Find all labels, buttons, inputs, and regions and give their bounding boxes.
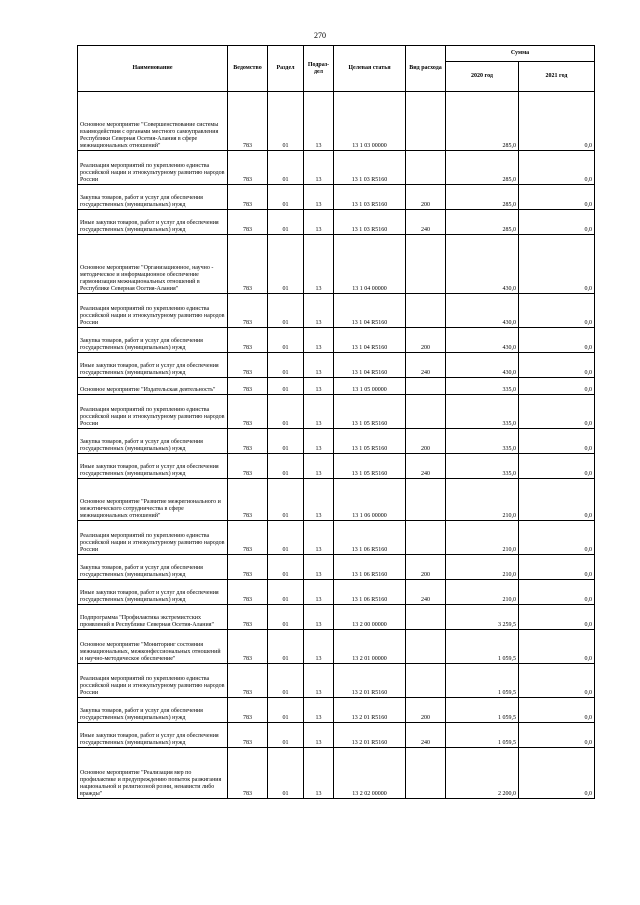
row-amount-2021-cell: 0,0 xyxy=(519,328,595,353)
header-year-2020: 2020 год xyxy=(446,62,519,92)
row-expense-type-cell xyxy=(406,664,446,698)
row-amount-2021-cell: 0,0 xyxy=(519,555,595,580)
row-target-cell: 13 1 05 00000 xyxy=(334,378,406,395)
row-subsection-cell: 13 xyxy=(304,748,334,799)
row-section-cell: 01 xyxy=(268,664,304,698)
row-amount-2020-cell: 430,0 xyxy=(446,235,519,294)
row-dept-cell: 783 xyxy=(228,723,268,748)
header-year-2021: 2021 год xyxy=(519,62,595,92)
row-subsection-cell: 13 xyxy=(304,555,334,580)
table-row xyxy=(78,151,595,185)
row-section-cell: 01 xyxy=(268,378,304,395)
row-expense-type-cell xyxy=(406,521,446,555)
table-row xyxy=(78,630,595,664)
row-amount-2020-cell: 335,0 xyxy=(446,395,519,429)
row-subsection-cell: 13 xyxy=(304,353,334,378)
row-name-cell: Основное мероприятие "Реализация мер по профилактике и предупреждению попыток разжигания национальной и религиозной розни, ненависти либо вражды" xyxy=(78,748,228,799)
row-dept-cell: 783 xyxy=(228,605,268,630)
row-expense-type-cell xyxy=(406,151,446,185)
row-amount-2020-cell: 3 259,5 xyxy=(446,605,519,630)
table-row xyxy=(78,723,595,748)
row-amount-2020-cell: 1 059,5 xyxy=(446,664,519,698)
row-expense-type-cell xyxy=(406,92,446,151)
row-amount-2020-cell: 2 200,0 xyxy=(446,748,519,799)
row-amount-2021-cell: 0,0 xyxy=(519,454,595,479)
row-expense-type-cell xyxy=(406,294,446,328)
row-amount-2021-cell: 0,0 xyxy=(519,664,595,698)
table-row xyxy=(78,92,595,151)
row-subsection-cell: 13 xyxy=(304,92,334,151)
row-subsection-cell: 13 xyxy=(304,185,334,210)
row-section-cell: 01 xyxy=(268,92,304,151)
row-amount-2020-cell: 285,0 xyxy=(446,185,519,210)
row-name-cell: Реализация мероприятий по укреплению единства российской нации и этнокультурному развитию народов России xyxy=(78,395,228,429)
table-row xyxy=(78,294,595,328)
row-subsection-cell: 13 xyxy=(304,723,334,748)
row-target-cell: 13 1 06 R5160 xyxy=(334,580,406,605)
row-amount-2021-cell: 0,0 xyxy=(519,723,595,748)
row-expense-type-cell: 240 xyxy=(406,723,446,748)
row-expense-type-cell xyxy=(406,395,446,429)
row-amount-2020-cell: 1 059,5 xyxy=(446,630,519,664)
row-amount-2021-cell: 0,0 xyxy=(519,580,595,605)
row-section-cell: 01 xyxy=(268,630,304,664)
row-amount-2020-cell: 430,0 xyxy=(446,328,519,353)
row-dept-cell: 783 xyxy=(228,479,268,521)
row-section-cell: 01 xyxy=(268,151,304,185)
row-amount-2020-cell: 430,0 xyxy=(446,294,519,328)
row-subsection-cell: 13 xyxy=(304,235,334,294)
row-subsection-cell: 13 xyxy=(304,664,334,698)
row-dept-cell: 783 xyxy=(228,328,268,353)
row-section-cell: 01 xyxy=(268,429,304,454)
table-row xyxy=(78,235,595,294)
row-dept-cell: 783 xyxy=(228,353,268,378)
row-subsection-cell: 13 xyxy=(304,580,334,605)
row-name-cell: Основное мероприятие "Совершенствование системы взаимодействия с органами местного самоуправления Республики Северная Осетия-Алания в сфере межнациональных отношений" xyxy=(78,92,228,151)
row-section-cell: 01 xyxy=(268,748,304,799)
row-amount-2020-cell: 335,0 xyxy=(446,378,519,395)
row-section-cell: 01 xyxy=(268,210,304,235)
row-subsection-cell: 13 xyxy=(304,395,334,429)
row-amount-2020-cell: 210,0 xyxy=(446,555,519,580)
row-amount-2021-cell: 0,0 xyxy=(519,605,595,630)
row-expense-type-cell xyxy=(406,378,446,395)
row-expense-type-cell xyxy=(406,479,446,521)
row-target-cell: 13 1 06 00000 xyxy=(334,479,406,521)
row-amount-2021-cell: 0,0 xyxy=(519,378,595,395)
row-target-cell: 13 2 01 00000 xyxy=(334,630,406,664)
table-row xyxy=(78,328,595,353)
table-row xyxy=(78,521,595,555)
row-amount-2020-cell: 210,0 xyxy=(446,580,519,605)
table-row xyxy=(78,698,595,723)
header-target: Целевая статья xyxy=(334,46,406,92)
row-target-cell: 13 1 05 R5160 xyxy=(334,429,406,454)
row-section-cell: 01 xyxy=(268,235,304,294)
row-amount-2021-cell: 0,0 xyxy=(519,748,595,799)
row-name-cell: Закупка товаров, работ и услуг для обеспечения государственных (муниципальных) нужд xyxy=(78,328,228,353)
row-subsection-cell: 13 xyxy=(304,294,334,328)
row-expense-type-cell: 200 xyxy=(406,328,446,353)
row-dept-cell: 783 xyxy=(228,664,268,698)
row-amount-2021-cell: 0,0 xyxy=(519,92,595,151)
row-section-cell: 01 xyxy=(268,328,304,353)
header-subsection: Подраз-дел xyxy=(304,46,334,92)
table-row xyxy=(78,479,595,521)
row-name-cell: Реализация мероприятий по укреплению единства российской нации и этнокультурному развитию народов России xyxy=(78,521,228,555)
row-target-cell: 13 1 04 R5160 xyxy=(334,328,406,353)
header-name: Наименование xyxy=(78,46,228,92)
header-dept: Ведомство xyxy=(228,46,268,92)
header-expense-type: Вид расхода xyxy=(406,46,446,92)
row-name-cell: Основное мероприятие "Организационное, научно - методическое и информационное обеспечение гармонизации межнациональных отношений в Республике Северная Осетия-Алания" xyxy=(78,235,228,294)
row-target-cell: 13 1 06 R5160 xyxy=(334,555,406,580)
row-amount-2021-cell: 0,0 xyxy=(519,235,595,294)
row-section-cell: 01 xyxy=(268,185,304,210)
table-row xyxy=(78,580,595,605)
row-dept-cell: 783 xyxy=(228,395,268,429)
table-row xyxy=(78,748,595,799)
row-subsection-cell: 13 xyxy=(304,454,334,479)
row-name-cell: Иные закупки товаров, работ и услуг для обеспечения государственных (муниципальных) нужд xyxy=(78,454,228,479)
row-amount-2021-cell: 0,0 xyxy=(519,479,595,521)
row-amount-2020-cell: 285,0 xyxy=(446,151,519,185)
table-row xyxy=(78,185,595,210)
row-target-cell: 13 1 04 R5160 xyxy=(334,353,406,378)
row-expense-type-cell: 200 xyxy=(406,185,446,210)
row-dept-cell: 783 xyxy=(228,748,268,799)
table-row xyxy=(78,353,595,378)
row-subsection-cell: 13 xyxy=(304,605,334,630)
table-row xyxy=(78,664,595,698)
row-dept-cell: 783 xyxy=(228,185,268,210)
row-subsection-cell: 13 xyxy=(304,429,334,454)
row-section-cell: 01 xyxy=(268,479,304,521)
row-name-cell: Иные закупки товаров, работ и услуг для обеспечения государственных (муниципальных) нужд xyxy=(78,580,228,605)
row-expense-type-cell: 240 xyxy=(406,580,446,605)
row-subsection-cell: 13 xyxy=(304,210,334,235)
row-name-cell: Основное мероприятие "Мониторинг состояния межнациональных, межконфессиональных отношений и научно-методическое обеспечение" xyxy=(78,630,228,664)
row-name-cell: Закупка товаров, работ и услуг для обеспечения государственных (муниципальных) нужд xyxy=(78,429,228,454)
row-amount-2020-cell: 285,0 xyxy=(446,92,519,151)
row-amount-2020-cell: 430,0 xyxy=(446,353,519,378)
row-name-cell: Закупка товаров, работ и услуг для обеспечения государственных (муниципальных) нужд xyxy=(78,185,228,210)
row-name-cell: Закупка товаров, работ и услуг для обеспечения государственных (муниципальных) нужд xyxy=(78,555,228,580)
row-subsection-cell: 13 xyxy=(304,521,334,555)
row-amount-2021-cell: 0,0 xyxy=(519,185,595,210)
row-expense-type-cell: 240 xyxy=(406,454,446,479)
row-target-cell: 13 1 04 R5160 xyxy=(334,294,406,328)
row-amount-2020-cell: 335,0 xyxy=(446,454,519,479)
row-expense-type-cell: 200 xyxy=(406,555,446,580)
row-amount-2020-cell: 210,0 xyxy=(446,479,519,521)
row-target-cell: 13 2 01 R5160 xyxy=(334,698,406,723)
row-section-cell: 01 xyxy=(268,723,304,748)
row-target-cell: 13 2 01 R5160 xyxy=(334,664,406,698)
row-expense-type-cell: 200 xyxy=(406,698,446,723)
row-name-cell: Основное мероприятие "Издательская деятельность" xyxy=(78,378,228,395)
row-name-cell: Закупка товаров, работ и услуг для обеспечения государственных (муниципальных) нужд xyxy=(78,698,228,723)
row-subsection-cell: 13 xyxy=(304,698,334,723)
header-amount: Сумма xyxy=(446,46,595,62)
row-amount-2020-cell: 285,0 xyxy=(446,210,519,235)
row-name-cell: Иные закупки товаров, работ и услуг для обеспечения государственных (муниципальных) нужд xyxy=(78,210,228,235)
row-name-cell: Подпрограмма "Профилактика экстремистских проявлений в Республике Северная Осетия-Алания" xyxy=(78,605,228,630)
table-row xyxy=(78,378,595,395)
row-section-cell: 01 xyxy=(268,555,304,580)
row-subsection-cell: 13 xyxy=(304,328,334,353)
row-subsection-cell: 13 xyxy=(304,378,334,395)
row-dept-cell: 783 xyxy=(228,521,268,555)
row-target-cell: 13 1 05 R5160 xyxy=(334,454,406,479)
row-amount-2021-cell: 0,0 xyxy=(519,210,595,235)
row-target-cell: 13 1 05 R5160 xyxy=(334,395,406,429)
table-row xyxy=(78,605,595,630)
row-amount-2020-cell: 1 059,5 xyxy=(446,723,519,748)
row-expense-type-cell: 240 xyxy=(406,353,446,378)
row-section-cell: 01 xyxy=(268,521,304,555)
row-amount-2021-cell: 0,0 xyxy=(519,294,595,328)
row-target-cell: 13 2 01 R5160 xyxy=(334,723,406,748)
row-expense-type-cell xyxy=(406,235,446,294)
row-target-cell: 13 1 06 R5160 xyxy=(334,521,406,555)
row-amount-2021-cell: 0,0 xyxy=(519,630,595,664)
row-amount-2021-cell: 0,0 xyxy=(519,395,595,429)
row-dept-cell: 783 xyxy=(228,378,268,395)
row-name-cell: Иные закупки товаров, работ и услуг для обеспечения государственных (муниципальных) нужд xyxy=(78,723,228,748)
row-amount-2021-cell: 0,0 xyxy=(519,151,595,185)
table-row xyxy=(78,210,595,235)
row-expense-type-cell xyxy=(406,605,446,630)
row-dept-cell: 783 xyxy=(228,555,268,580)
row-target-cell: 13 1 03 R5160 xyxy=(334,151,406,185)
row-section-cell: 01 xyxy=(268,395,304,429)
row-target-cell: 13 2 02 00000 xyxy=(334,748,406,799)
budget-table xyxy=(77,45,595,799)
table-row xyxy=(78,454,595,479)
row-amount-2021-cell: 0,0 xyxy=(519,521,595,555)
row-expense-type-cell: 200 xyxy=(406,429,446,454)
row-section-cell: 01 xyxy=(268,294,304,328)
row-subsection-cell: 13 xyxy=(304,151,334,185)
row-dept-cell: 783 xyxy=(228,151,268,185)
row-amount-2020-cell: 335,0 xyxy=(446,429,519,454)
row-dept-cell: 783 xyxy=(228,429,268,454)
page-number: 270 xyxy=(314,31,326,40)
table-row xyxy=(78,555,595,580)
table-row xyxy=(78,395,595,429)
row-subsection-cell: 13 xyxy=(304,479,334,521)
header-section: Раздел xyxy=(268,46,304,92)
row-dept-cell: 783 xyxy=(228,698,268,723)
row-name-cell: Иные закупки товаров, работ и услуг для обеспечения государственных (муниципальных) нужд xyxy=(78,353,228,378)
row-subsection-cell: 13 xyxy=(304,630,334,664)
row-name-cell: Реализация мероприятий по укреплению единства российской нации и этнокультурному развитию народов России xyxy=(78,151,228,185)
row-target-cell: 13 1 03 R5160 xyxy=(334,185,406,210)
row-target-cell: 13 1 03 R5160 xyxy=(334,210,406,235)
row-amount-2021-cell: 0,0 xyxy=(519,429,595,454)
row-expense-type-cell: 240 xyxy=(406,210,446,235)
row-section-cell: 01 xyxy=(268,605,304,630)
row-section-cell: 01 xyxy=(268,580,304,605)
row-section-cell: 01 xyxy=(268,454,304,479)
row-expense-type-cell xyxy=(406,630,446,664)
table-row xyxy=(78,429,595,454)
row-name-cell: Основное мероприятие "Развитие межрегионального и межэтнического сотрудничества в сфере межнациональных отношений" xyxy=(78,479,228,521)
row-dept-cell: 783 xyxy=(228,294,268,328)
row-amount-2020-cell: 1 059,5 xyxy=(446,698,519,723)
row-name-cell: Реализация мероприятий по укреплению единства российской нации и этнокультурному развитию народов России xyxy=(78,294,228,328)
row-amount-2021-cell: 0,0 xyxy=(519,698,595,723)
row-amount-2020-cell: 210,0 xyxy=(446,521,519,555)
row-name-cell: Реализация мероприятий по укреплению единства российской нации и этнокультурному развитию народов России xyxy=(78,664,228,698)
row-dept-cell: 783 xyxy=(228,210,268,235)
row-dept-cell: 783 xyxy=(228,580,268,605)
row-section-cell: 01 xyxy=(268,353,304,378)
row-dept-cell: 783 xyxy=(228,630,268,664)
row-dept-cell: 783 xyxy=(228,454,268,479)
row-expense-type-cell xyxy=(406,748,446,799)
row-dept-cell: 783 xyxy=(228,92,268,151)
row-target-cell: 13 1 04 00000 xyxy=(334,235,406,294)
row-amount-2021-cell: 0,0 xyxy=(519,353,595,378)
row-dept-cell: 783 xyxy=(228,235,268,294)
row-section-cell: 01 xyxy=(268,698,304,723)
row-target-cell: 13 1 03 00000 xyxy=(334,92,406,151)
row-target-cell: 13 2 00 00000 xyxy=(334,605,406,630)
